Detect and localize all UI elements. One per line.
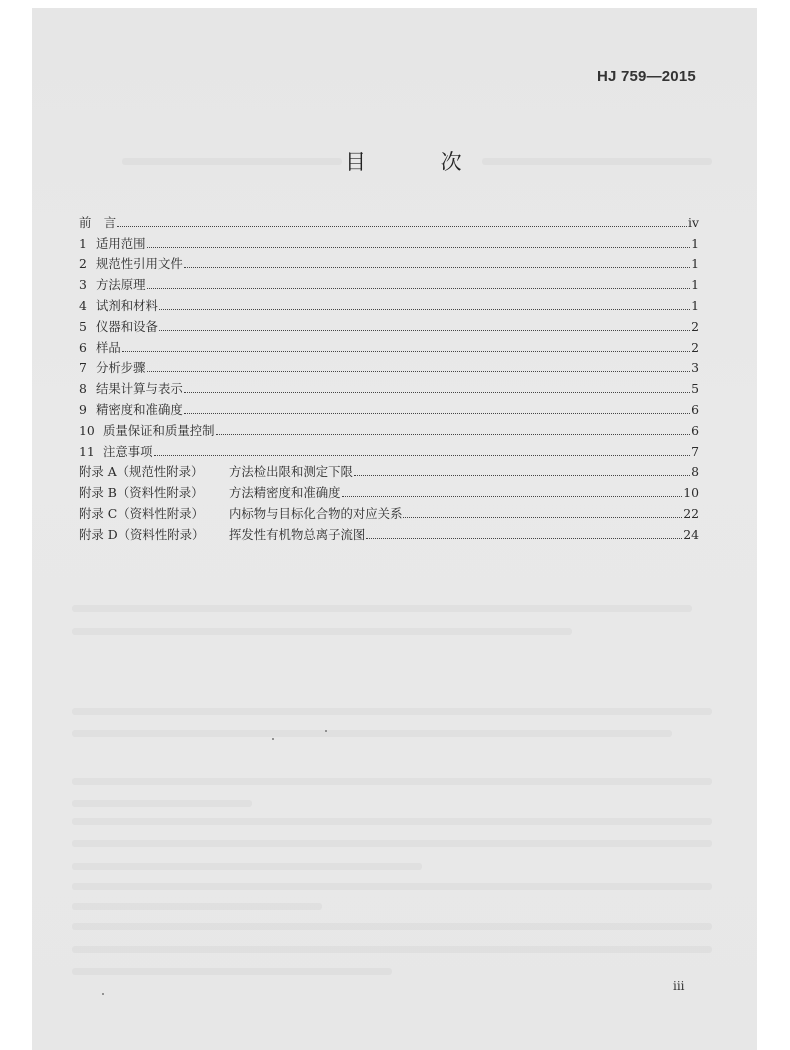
- toc-entry[interactable]: [79, 438, 699, 459]
- dot-leader: [403, 505, 682, 518]
- bleed-through-line: [72, 923, 712, 930]
- bleed-through-line: [122, 158, 342, 165]
- bleed-through-line: [482, 158, 712, 165]
- dot-leader: [159, 318, 690, 331]
- bleed-through-line: [72, 946, 712, 953]
- toc-entry-page: 1: [691, 256, 699, 272]
- appendix-title: 挥发性有机物总离子流图: [229, 526, 366, 542]
- dot-leader: [122, 339, 690, 352]
- bleed-through-line: [72, 840, 712, 847]
- toc-entry-page: 6: [691, 422, 699, 438]
- dot-leader: [216, 422, 691, 435]
- appendix-page: 24: [683, 526, 699, 542]
- toc-entry-label: 质量保证和质量控制: [103, 422, 215, 438]
- appendix-title: 内标物与目标化合物的对应关系: [229, 505, 403, 521]
- table-of-contents: [79, 209, 699, 542]
- bleed-through-line: [72, 708, 712, 715]
- appendix-prefix: 附录 A（规范性附录）: [79, 464, 204, 480]
- toc-entry[interactable]: [79, 334, 699, 355]
- toc-entry-number: 5: [79, 318, 87, 334]
- appendix-prefix: 附录 C（资料性附录）: [79, 505, 204, 521]
- bleed-through-line: [72, 730, 672, 737]
- toc-entry-number: 7: [79, 360, 87, 376]
- toc-entry-page: 5: [691, 381, 699, 397]
- dot-leader: [147, 359, 691, 372]
- page-number: iii: [673, 979, 685, 993]
- appendix-prefix: 附录 B（资料性附录）: [79, 485, 204, 501]
- standard-code: HJ 759—2015: [597, 68, 696, 85]
- toc-entry-label: 前 言: [79, 214, 117, 230]
- toc-entry-label: 样品: [96, 339, 121, 355]
- dot-leader: [159, 297, 690, 310]
- dot-leader: [342, 484, 683, 497]
- dot-leader: [366, 526, 682, 539]
- toc-appendix-entry[interactable]: [79, 521, 699, 542]
- toc-entry-page: 1: [691, 297, 699, 313]
- appendix-page: 8: [691, 464, 699, 480]
- toc-entry-label: 精密度和准确度: [96, 401, 183, 417]
- toc-entry-page: 1: [691, 235, 699, 251]
- appendix-page: 10: [683, 485, 699, 501]
- toc-entry-number: 9: [79, 401, 87, 417]
- toc-entry[interactable]: [79, 209, 699, 230]
- toc-entry-number: 3: [79, 277, 87, 293]
- toc-entry-page: 2: [691, 318, 699, 334]
- appendix-page: 22: [683, 505, 699, 521]
- toc-entry-number: 6: [79, 339, 87, 355]
- toc-entry[interactable]: [79, 417, 699, 438]
- toc-entry-number: 10: [79, 422, 95, 438]
- bleed-through-line: [72, 863, 422, 870]
- toc-entry-number: 1: [79, 235, 87, 251]
- appendix-title: 方法检出限和测定下限: [229, 464, 353, 480]
- dot-leader: [147, 235, 691, 248]
- toc-appendix-entry[interactable]: [79, 479, 699, 500]
- toc-entry-label: 结果计算与表示: [96, 381, 183, 397]
- paper-speck: [102, 993, 104, 995]
- toc-entry-page: 3: [691, 360, 699, 376]
- toc-entry[interactable]: [79, 396, 699, 417]
- toc-entry-page: 7: [691, 443, 699, 459]
- toc-appendix-entry[interactable]: [79, 459, 699, 480]
- bleed-through-line: [72, 778, 712, 785]
- toc-entry-number: 11: [79, 443, 95, 459]
- paper-speck: [272, 738, 274, 740]
- toc-entry[interactable]: [79, 375, 699, 396]
- toc-entry[interactable]: [79, 313, 699, 334]
- toc-entry[interactable]: [79, 292, 699, 313]
- toc-entry-label: 试剂和材料: [96, 297, 158, 313]
- bleed-through-line: [72, 818, 712, 825]
- dot-leader: [184, 401, 690, 414]
- bleed-through-line: [72, 968, 392, 975]
- bleed-through-line: [72, 800, 252, 807]
- appendix-prefix: 附录 D（资料性附录）: [79, 526, 205, 542]
- bleed-through-line: [72, 903, 322, 910]
- toc-entry-page: iv: [688, 214, 699, 230]
- toc-title: 目 次: [345, 150, 496, 174]
- toc-entry-label: 仪器和设备: [96, 318, 158, 334]
- toc-appendix-entry[interactable]: [79, 500, 699, 521]
- toc-entry-number: 8: [79, 381, 87, 397]
- bleed-through-line: [72, 883, 712, 890]
- toc-entry-page: 1: [691, 277, 699, 293]
- toc-entry[interactable]: [79, 230, 699, 251]
- dot-leader: [117, 214, 687, 227]
- toc-entry[interactable]: [79, 271, 699, 292]
- toc-entry-label: 分析步骤: [96, 360, 146, 376]
- paper-speck: [325, 730, 327, 732]
- toc-entry-page: 2: [691, 339, 699, 355]
- toc-entry-label: 方法原理: [96, 277, 146, 293]
- bleed-through-line: [72, 628, 572, 635]
- bleed-through-line: [72, 605, 692, 612]
- toc-entry-label: 注意事项: [103, 443, 153, 459]
- dot-leader: [147, 276, 691, 289]
- dot-leader: [184, 255, 690, 268]
- appendix-title: 方法精密度和准确度: [229, 485, 341, 501]
- toc-entry-label: 规范性引用文件: [96, 256, 183, 272]
- toc-entry-number: 4: [79, 297, 87, 313]
- dot-leader: [154, 443, 691, 456]
- toc-entry[interactable]: [79, 251, 699, 272]
- toc-entry-page: 6: [691, 401, 699, 417]
- dot-leader: [354, 463, 690, 476]
- toc-entry-number: 2: [79, 256, 87, 272]
- dot-leader: [184, 380, 690, 393]
- toc-entry-label: 适用范围: [96, 235, 146, 251]
- toc-entry[interactable]: [79, 355, 699, 376]
